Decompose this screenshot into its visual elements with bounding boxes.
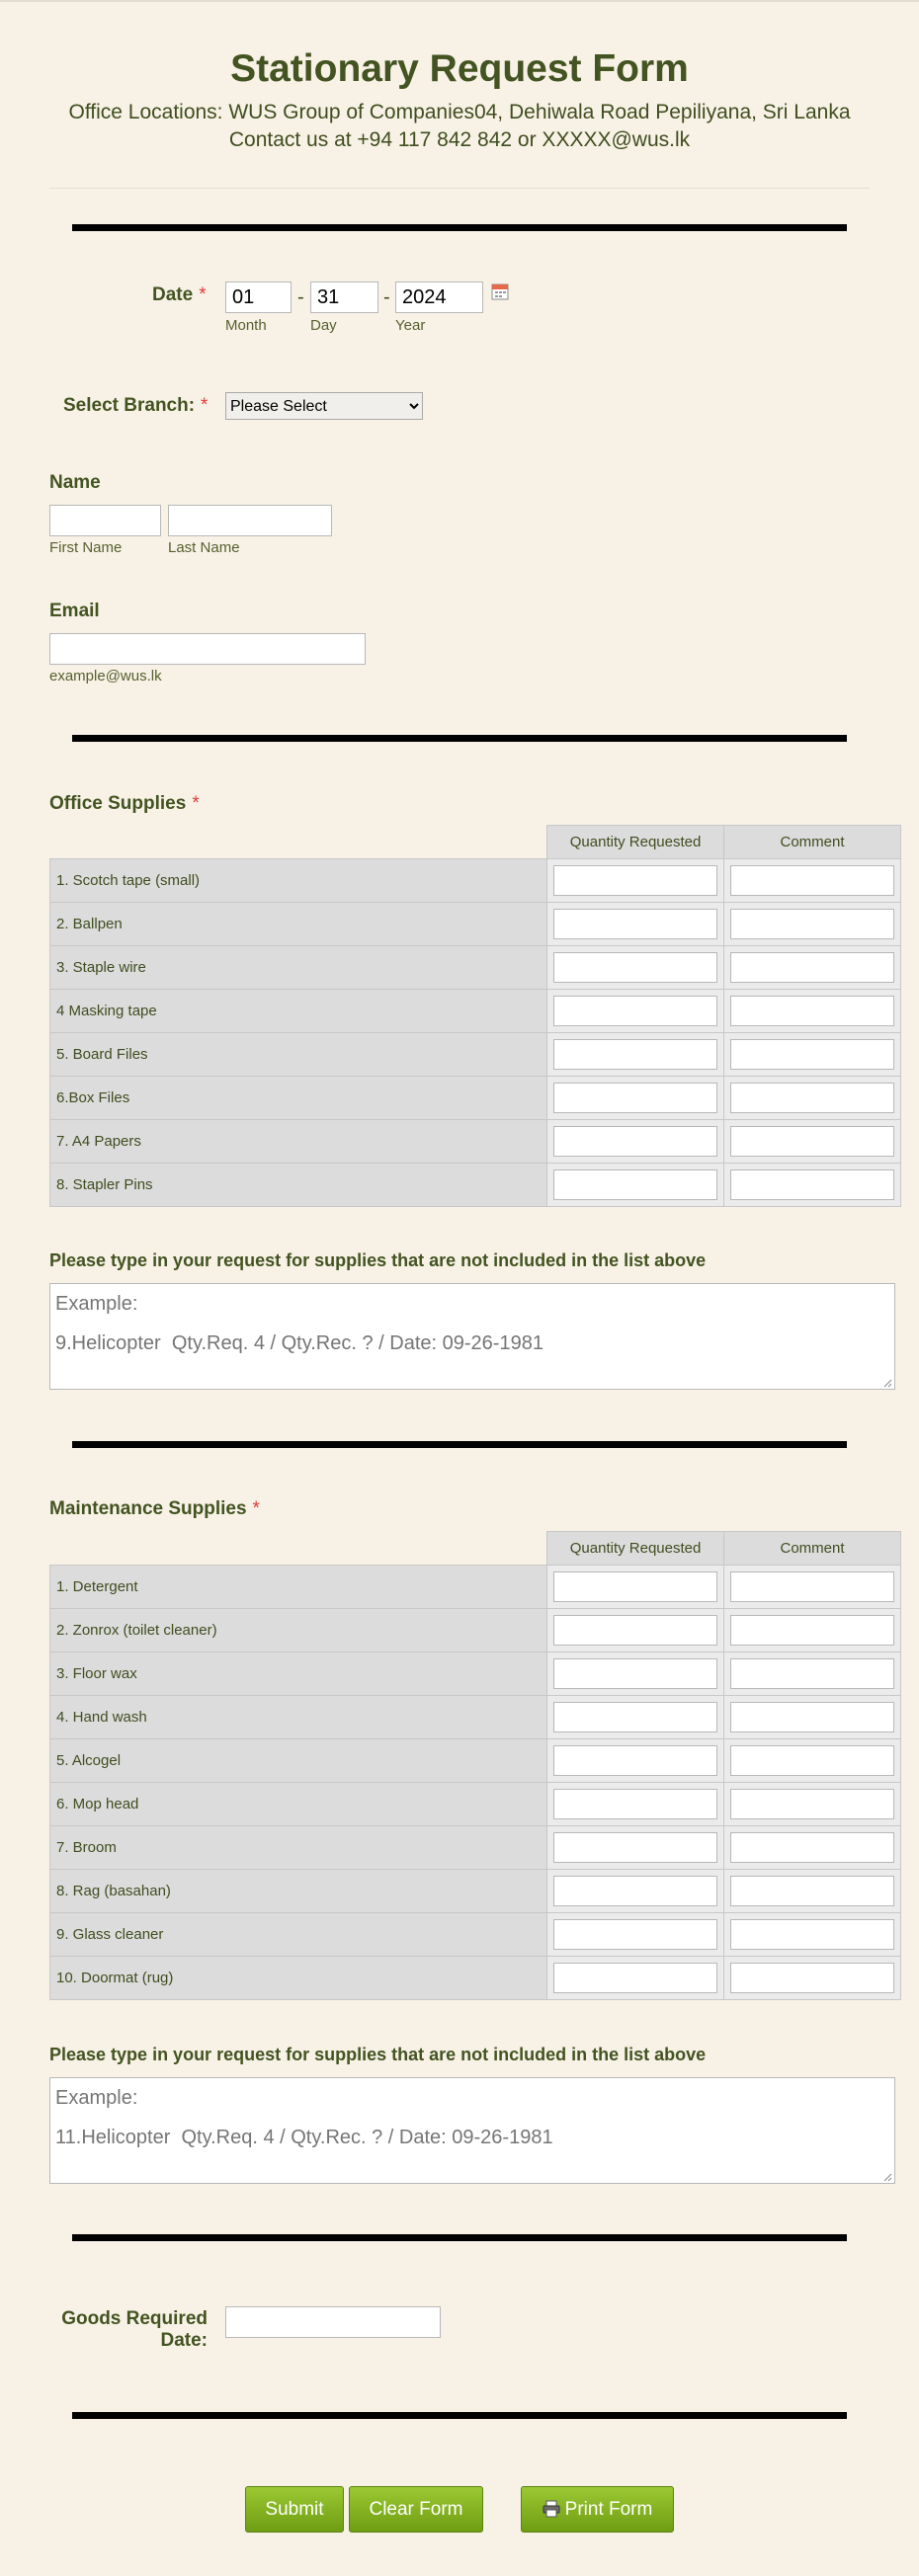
quantity-input[interactable] — [553, 1615, 717, 1646]
row-label: 9. Glass cleaner — [50, 1913, 547, 1957]
row-label: 5. Board Files — [50, 1033, 547, 1077]
comment-input[interactable] — [730, 1658, 894, 1689]
row-label: 6. Mop head — [50, 1783, 547, 1826]
table-cell — [724, 1870, 901, 1913]
table-cell — [547, 859, 724, 903]
section-divider — [72, 735, 847, 742]
comment-input[interactable] — [730, 909, 894, 939]
print-form-label: Print Form — [564, 2499, 653, 2520]
table-row — [50, 1652, 901, 1696]
email-hint: example@wus.lk — [49, 668, 162, 684]
calendar-icon[interactable] — [491, 282, 509, 300]
table-cell — [724, 1739, 901, 1783]
row-label: 4 Masking tape — [50, 990, 547, 1033]
quantity-input[interactable] — [553, 1126, 717, 1157]
table-row — [50, 1077, 901, 1120]
table-row — [50, 1913, 901, 1957]
quantity-input[interactable] — [553, 1083, 717, 1113]
table-row — [50, 1957, 901, 2000]
quantity-input[interactable] — [553, 1658, 717, 1689]
table-cell — [724, 1696, 901, 1739]
col-quantity-requested: Quantity Requested — [547, 826, 724, 859]
branch-label: Select Branch: * — [63, 395, 209, 416]
date-label: Date * — [152, 284, 207, 305]
comment-input[interactable] — [730, 1615, 894, 1646]
day-sublabel: Day — [310, 317, 337, 334]
first-name-input[interactable] — [49, 505, 161, 536]
comment-input[interactable] — [730, 1702, 894, 1732]
table-row — [50, 1696, 901, 1739]
table-cell — [547, 1652, 724, 1696]
row-label: 2. Ballpen — [50, 903, 547, 946]
section-divider — [72, 1441, 847, 1448]
goods-date-label-line1: Goods Required — [61, 2308, 208, 2329]
table-row — [50, 903, 901, 946]
col-comment: Comment — [724, 826, 901, 859]
row-label: 3. Staple wire — [50, 946, 547, 990]
table-cell — [547, 1164, 724, 1207]
resize-handle-icon[interactable] — [882, 2172, 892, 2182]
comment-input[interactable] — [730, 1963, 894, 1993]
goods-required-date-input[interactable] — [225, 2306, 441, 2338]
table-cell — [724, 1826, 901, 1870]
page-subtitle: Office Locations: WUS Group of Companies04, Dehiwala Road Pepiliyana, Sri Lanka Contact us at +94 117 842 842 or XXXXX@wus.lk — [68, 101, 851, 151]
quantity-input[interactable] — [553, 1039, 717, 1070]
table-corner — [50, 1532, 547, 1566]
quantity-input[interactable] — [553, 1702, 717, 1732]
table-cell — [724, 1077, 901, 1120]
required-mark: * — [252, 1498, 260, 1519]
last-name-sublabel: Last Name — [168, 539, 240, 556]
office-other-textarea[interactable] — [49, 1283, 895, 1390]
table-cell — [547, 1783, 724, 1826]
table-cell — [724, 990, 901, 1033]
table-cell — [724, 1652, 901, 1696]
row-label: 3. Floor wax — [50, 1652, 547, 1696]
row-label: 7. Broom — [50, 1826, 547, 1870]
year-input[interactable] — [395, 282, 483, 313]
comment-input[interactable] — [730, 1789, 894, 1819]
comment-input[interactable] — [730, 865, 894, 896]
maintenance-other-label: Please type in your request for supplies that are not included in the list above — [49, 2045, 707, 2064]
comment-input[interactable] — [730, 1745, 894, 1776]
table-row — [50, 1826, 901, 1870]
table-cell — [724, 1120, 901, 1164]
maintenance-supplies-title: Maintenance Supplies * — [49, 1498, 260, 1519]
table-row — [50, 859, 901, 903]
quantity-input[interactable] — [553, 1876, 717, 1906]
branch-select[interactable] — [225, 392, 423, 420]
maintenance-supplies-table — [49, 1531, 901, 2000]
table-cell — [724, 859, 901, 903]
quantity-input[interactable] — [553, 909, 717, 939]
last-name-input[interactable] — [168, 505, 332, 536]
quantity-input[interactable] — [553, 996, 717, 1026]
table-cell — [547, 903, 724, 946]
comment-input[interactable] — [730, 1876, 894, 1906]
table-cell — [724, 946, 901, 990]
printer-icon — [543, 2500, 560, 2518]
office-other-label: Please type in your request for supplies that are not included in the list above — [49, 1250, 707, 1270]
top-border — [0, 0, 919, 2]
table-cell — [724, 1783, 901, 1826]
row-label: 5. Alcogel — [50, 1739, 547, 1783]
table-cell — [724, 1033, 901, 1077]
month-sublabel: Month — [225, 317, 267, 334]
table-cell — [547, 1870, 724, 1913]
row-label: 1. Scotch tape (small) — [50, 859, 547, 903]
row-label: 8. Rag (basahan) — [50, 1870, 547, 1913]
table-cell — [724, 1913, 901, 1957]
goods-required-date-label — [49, 2308, 208, 2352]
month-input[interactable] — [225, 282, 292, 313]
quantity-input[interactable] — [553, 865, 717, 896]
row-label: 4. Hand wash — [50, 1696, 547, 1739]
quantity-input[interactable] — [553, 1832, 717, 1863]
quantity-input[interactable] — [553, 1919, 717, 1950]
comment-input[interactable] — [730, 1832, 894, 1863]
comment-input[interactable] — [730, 1919, 894, 1950]
maintenance-other-textarea[interactable] — [49, 2077, 895, 2184]
required-mark: * — [199, 284, 207, 305]
comment-input[interactable] — [730, 1169, 894, 1200]
table-cell — [547, 946, 724, 990]
quantity-input[interactable] — [553, 952, 717, 983]
table-cell — [547, 1120, 724, 1164]
table-cell — [547, 990, 724, 1033]
table-cell — [547, 1566, 724, 1609]
section-divider — [72, 224, 847, 231]
page-title: Stationary Request Form — [230, 47, 689, 90]
required-mark: * — [192, 793, 200, 814]
col-quantity-requested: Quantity Requested — [547, 1532, 724, 1566]
table-cell — [724, 1609, 901, 1652]
table-row — [50, 1120, 901, 1164]
quantity-input[interactable] — [553, 1963, 717, 1993]
table-row — [50, 1566, 901, 1609]
submit-button[interactable]: Submit — [245, 2486, 344, 2533]
table-cell — [547, 1957, 724, 2000]
comment-input[interactable] — [730, 996, 894, 1026]
row-label: 2. Zonrox (toilet cleaner) — [50, 1609, 547, 1652]
office-supplies-title: Office Supplies * — [49, 793, 200, 814]
table-cell — [724, 903, 901, 946]
comment-input[interactable] — [730, 952, 894, 983]
table-cell — [547, 1077, 724, 1120]
comment-input[interactable] — [730, 1083, 894, 1113]
office-supplies-table — [49, 825, 901, 1207]
table-row — [50, 1739, 901, 1783]
date-separator: - — [383, 286, 390, 308]
table-cell — [547, 1826, 724, 1870]
table-cell — [547, 1696, 724, 1739]
email-input[interactable] — [49, 633, 366, 665]
row-label: 1. Detergent — [50, 1566, 547, 1609]
table-row — [50, 1164, 901, 1207]
quantity-input[interactable] — [553, 1789, 717, 1819]
row-label: 6.Box Files — [50, 1077, 547, 1120]
table-row — [50, 990, 901, 1033]
col-comment: Comment — [724, 1532, 901, 1566]
comment-input[interactable] — [730, 1571, 894, 1602]
first-name-sublabel: First Name — [49, 539, 123, 556]
table-cell — [724, 1164, 901, 1207]
table-cell — [547, 1913, 724, 1957]
table-cell — [547, 1739, 724, 1783]
resize-handle-icon[interactable] — [882, 1378, 892, 1388]
clear-form-button[interactable]: Clear Form — [349, 2486, 483, 2533]
header-rule — [49, 188, 870, 189]
comment-input[interactable] — [730, 1126, 894, 1157]
table-cell — [547, 1033, 724, 1077]
table-row — [50, 1609, 901, 1652]
table-row — [50, 946, 901, 990]
day-input[interactable] — [310, 282, 378, 313]
goods-date-label-line2: Date: — [160, 2330, 208, 2351]
section-divider — [72, 2234, 847, 2241]
section-divider — [72, 2412, 847, 2419]
date-separator: - — [297, 286, 304, 308]
year-sublabel: Year — [395, 317, 426, 334]
table-row — [50, 1870, 901, 1913]
name-label: Name — [49, 472, 101, 493]
table-corner — [50, 826, 547, 859]
email-label: Email — [49, 601, 100, 621]
table-row — [50, 1783, 901, 1826]
quantity-input[interactable] — [553, 1745, 717, 1776]
print-form-button[interactable] — [521, 2486, 674, 2533]
table-cell — [724, 1957, 901, 2000]
table-cell — [724, 1566, 901, 1609]
comment-input[interactable] — [730, 1039, 894, 1070]
row-label: 7. A4 Papers — [50, 1120, 547, 1164]
quantity-input[interactable] — [553, 1571, 717, 1602]
required-mark: * — [201, 395, 209, 416]
table-row — [50, 1033, 901, 1077]
table-cell — [547, 1609, 724, 1652]
row-label: 8. Stapler Pins — [50, 1164, 547, 1207]
quantity-input[interactable] — [553, 1169, 717, 1200]
row-label: 10. Doormat (rug) — [50, 1957, 547, 2000]
